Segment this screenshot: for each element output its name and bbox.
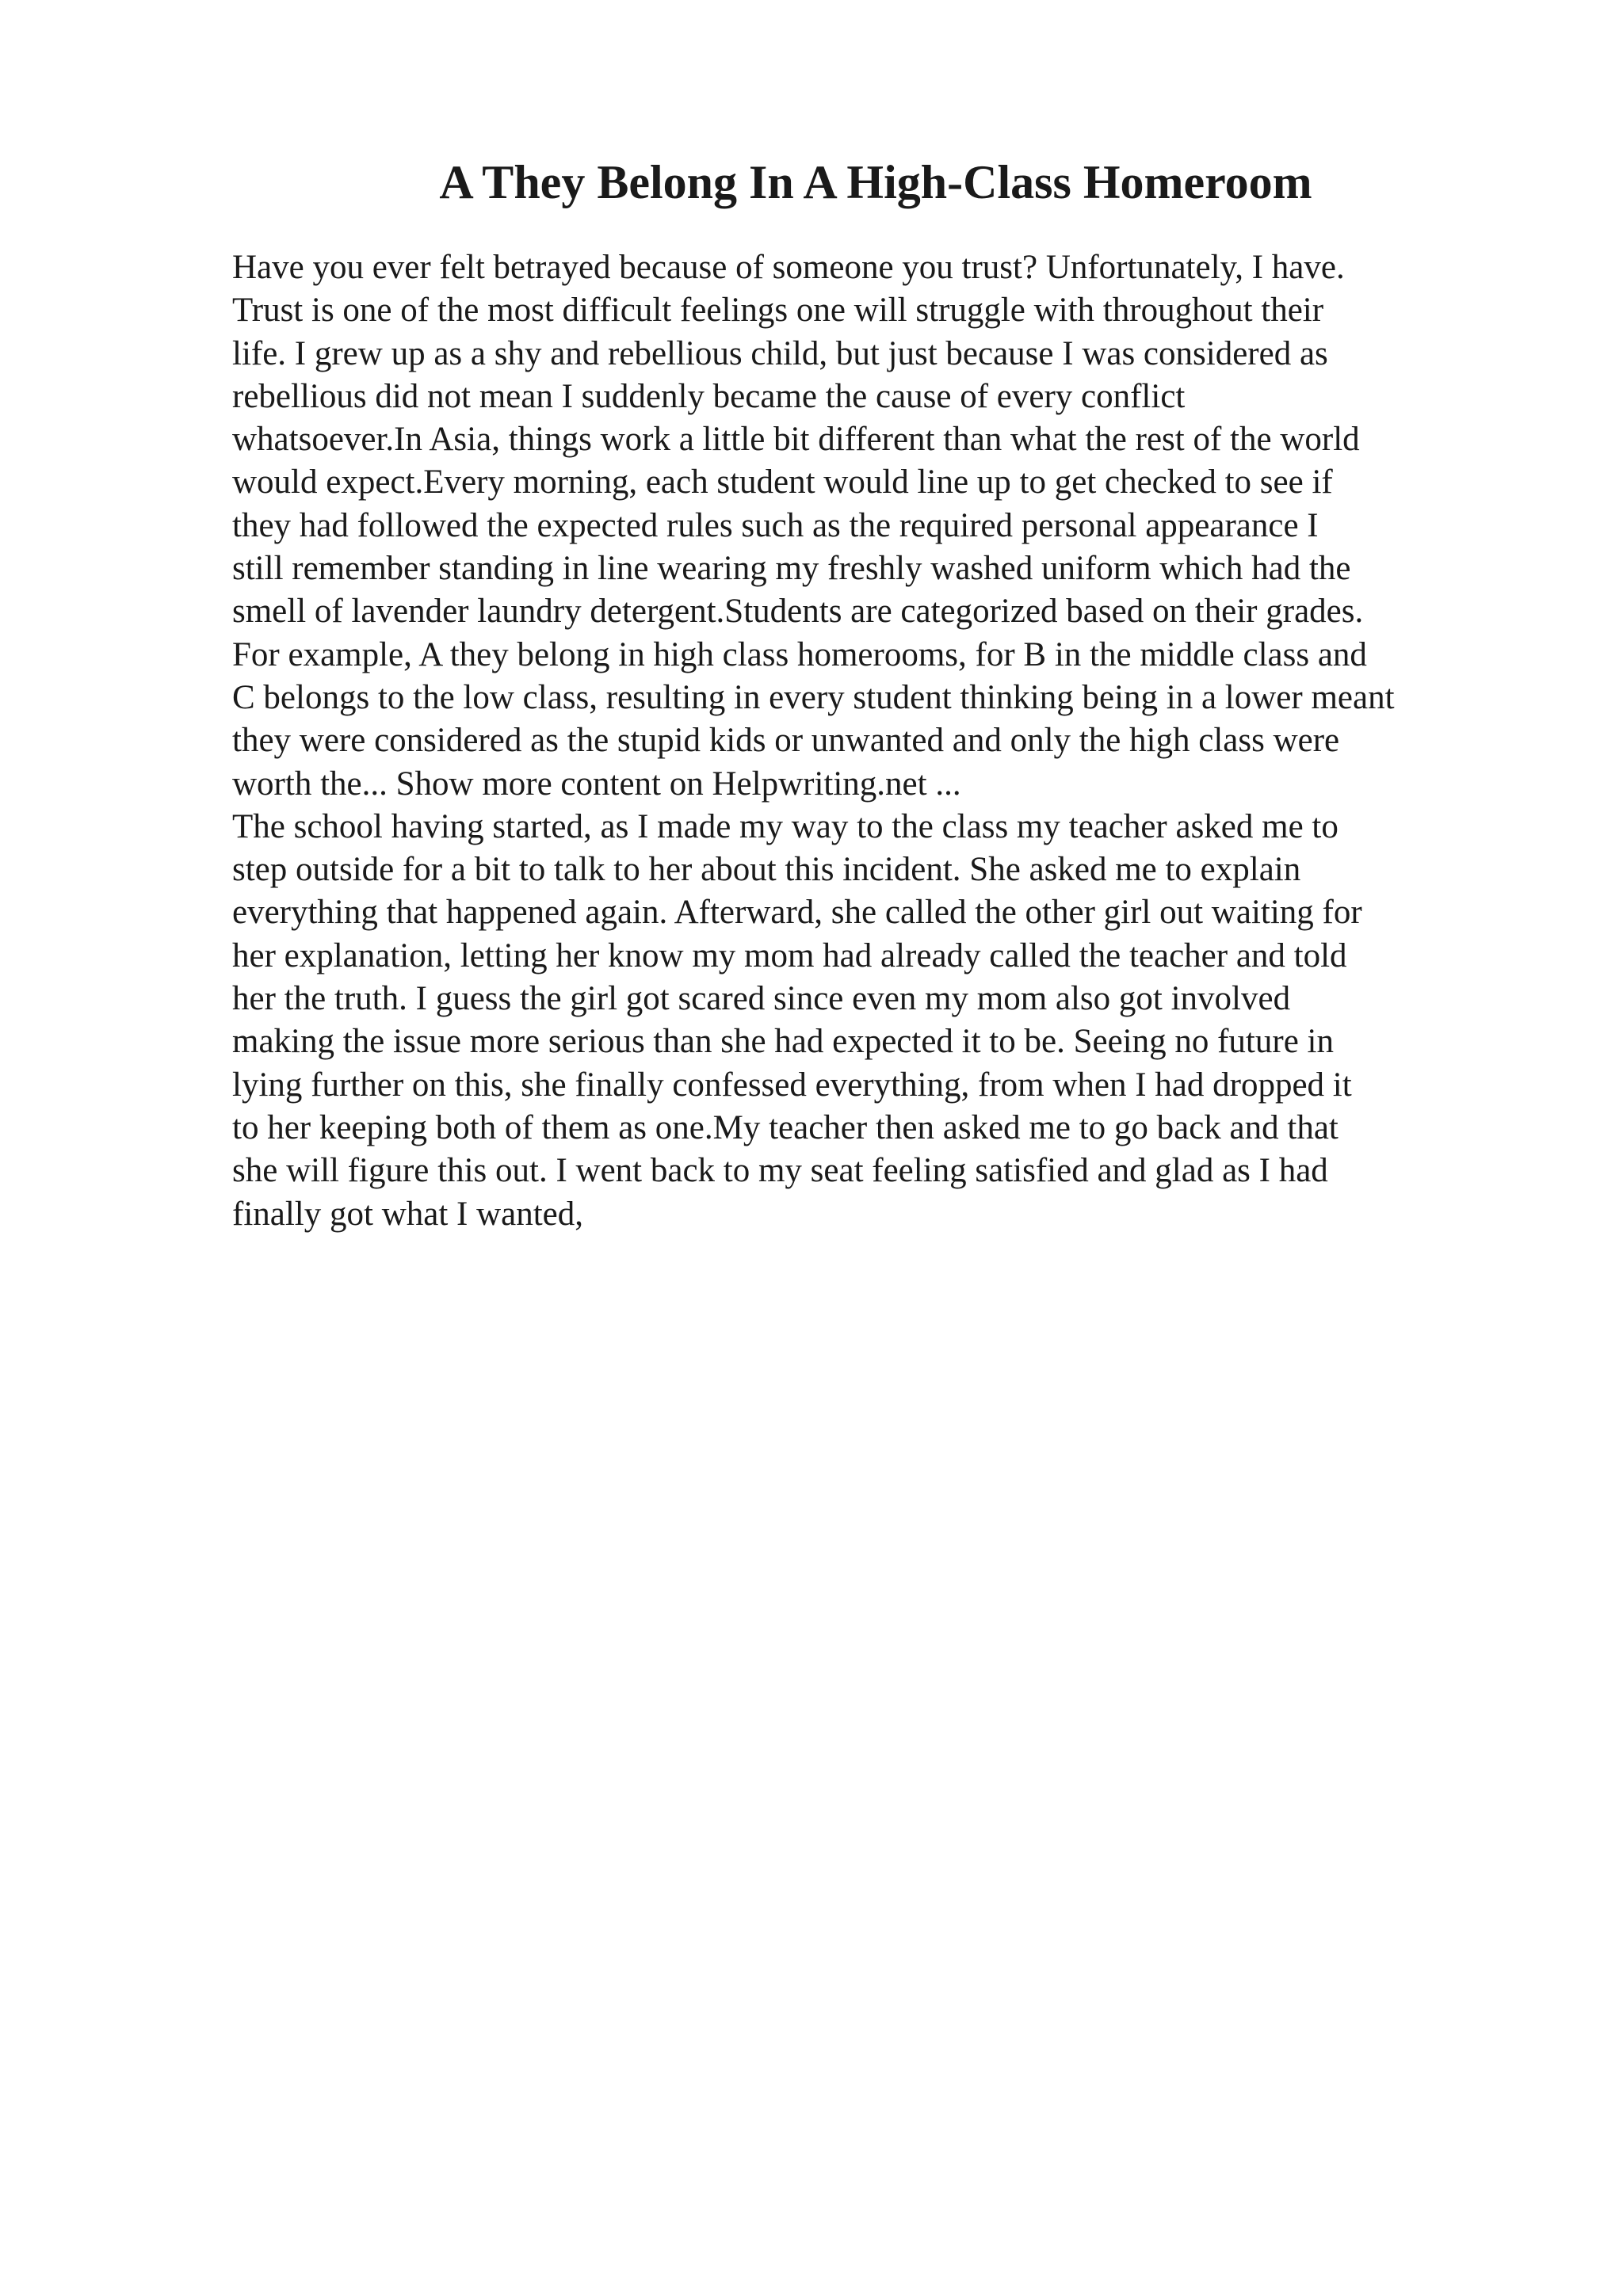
text-line: For example, A they belong in high class homerooms, for B in the middle class and (232, 635, 1367, 673)
document-title: A They Belong In A High-Class Homeroom (439, 156, 1312, 208)
text-line: making the issue more serious than she had expected it to be. Seeing no future in (232, 1023, 1334, 1061)
text-line: they had followed the expected rules such as the required personal appearance I (232, 506, 1319, 544)
text-line: everything that happened again. Afterward, she called the other girl out waiting for (232, 894, 1362, 932)
text-line: finally got what I wanted, (232, 1195, 584, 1233)
text-line: worth the... Show more content on Helpwriting.net ... (232, 765, 961, 803)
text-line: her the truth. I guess the girl got scared since even my mom also got involved (232, 980, 1291, 1018)
text-line: still remember standing in line wearing my freshly washed uniform which had the (232, 550, 1351, 588)
text-line: The school having started, as I made my way to the class my teacher asked me to (232, 807, 1338, 845)
text-line: Trust is one of the most difficult feelings one will struggle with throughout their (232, 292, 1324, 330)
text-line: she will figure this out. I went back to my seat feeling satisfied and glad as I had (232, 1152, 1328, 1190)
text-line: to her keeping both of them as one.My teacher then asked me to go back and that (232, 1108, 1338, 1146)
text-line: rebellious did not mean I suddenly became the cause of every conflict (232, 377, 1186, 415)
text-line: step outside for a bit to talk to her about this incident. She asked me to explain (232, 851, 1301, 889)
document-body (232, 246, 1579, 1236)
text-line: smell of lavender laundry detergent.Students are categorized based on their grades. (232, 593, 1364, 631)
text-line: they were considered as the stupid kids or unwanted and only the high class were (232, 722, 1340, 760)
text-line: would expect.Every morning, each student would line up to get checked to see if (232, 463, 1333, 502)
text-line: C belongs to the low class, resulting in every student thinking being in a lower meant (232, 678, 1395, 716)
text-line: whatsoever.In Asia, things work a little bit different than what the rest of the world (232, 421, 1360, 459)
text-line: her explanation, letting her know my mom had already called the teacher and told (232, 936, 1347, 974)
text-line: Have you ever felt betrayed because of someone you trust? Unfortunately, I have. (232, 249, 1345, 286)
text-line: life. I grew up as a shy and rebellious child, but just because I was considered as (232, 334, 1328, 372)
text-line: lying further on this, she finally confessed everything, from when I had dropped it (232, 1066, 1352, 1104)
